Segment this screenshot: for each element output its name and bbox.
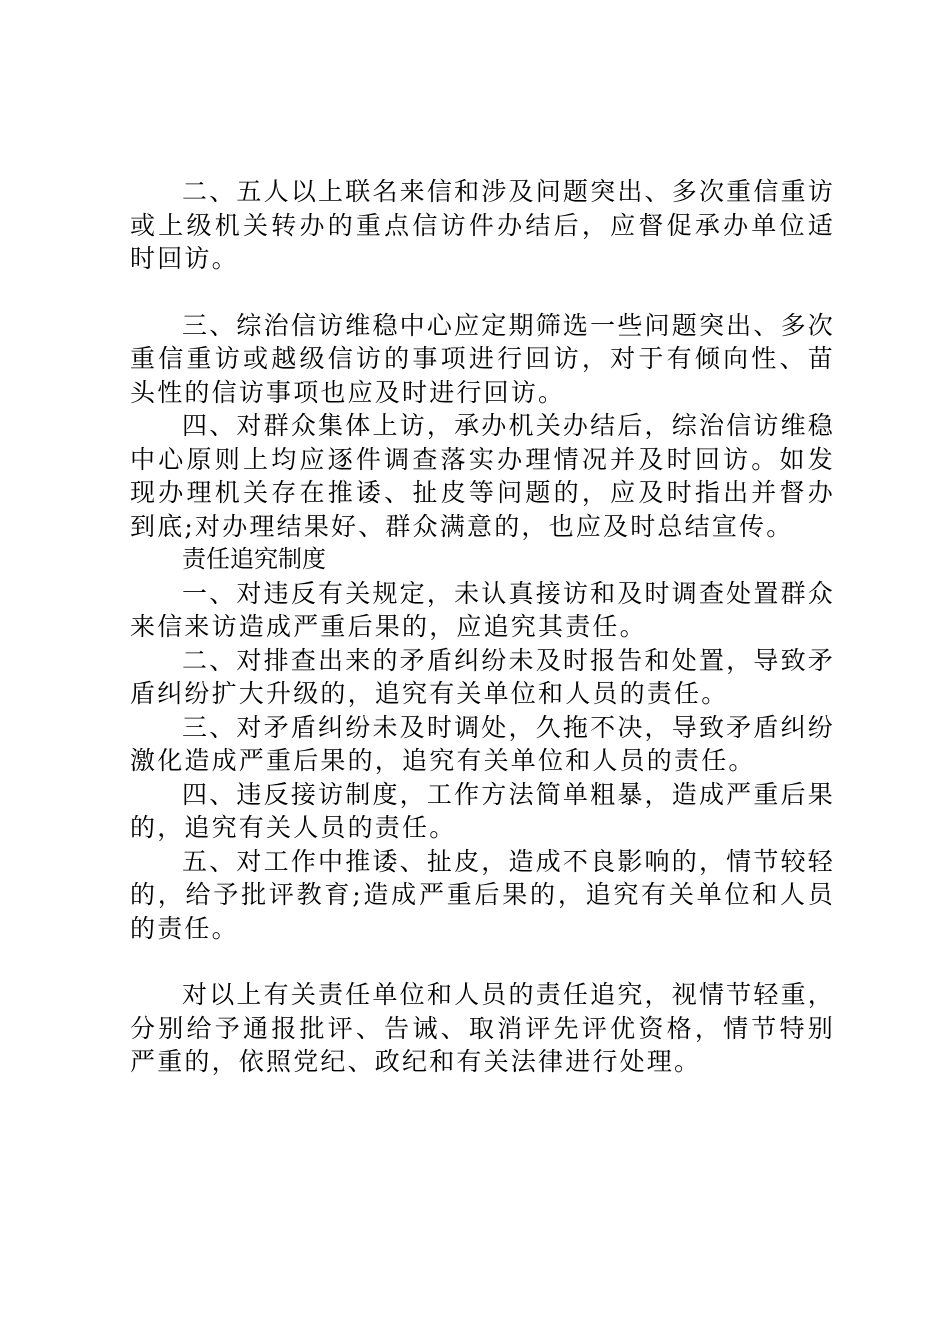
paragraph-accountability-5: 五、对工作中推诿、扯皮，造成不良影响的，情节较轻的，给予批评教育;造成严重后果的，追究有关单位和人员的责任。 <box>130 846 835 943</box>
paragraph-accountability-summary: 对以上有关责任单位和人员的责任追究，视情节轻重，分别给予通报批评、告诫、取消评先评优资格，情节特别严重的，依照党纪、政纪和有关法律进行处理。 <box>130 980 835 1076</box>
document-body <box>130 175 835 1079</box>
paragraph-accountability-3: 三、对矛盾纠纷未及时调处，久拖不决，导致矛盾纠纷激化造成严重后果的，追究有关单位和人员的责任。 <box>130 712 835 775</box>
paragraph-return-visit-2: 二、五人以上联名来信和涉及问题突出、多次重信重访或上级机关转办的重点信访件办结后，应督促承办单位适时回访。 <box>130 177 835 273</box>
section-heading-accountability: 责任追究制度 <box>182 545 326 573</box>
paragraph-return-visit-4: 四、对群众集体上访，承办机关办结后，综治信访维稳中心原则上均应逐件调查落实办理情况并及时回访。如发现办理机关存在推诿、扯皮等问题的，应及时指出并督办到底;对办理结果好、群众满意的，也应及时总结宣传。 <box>130 411 835 541</box>
paragraph-accountability-4: 四、违反接访制度，工作方法简单粗暴，造成严重后果的，追究有关人员的责任。 <box>130 779 835 842</box>
paragraph-accountability-2: 二、对排查出来的矛盾纠纷未及时报告和处置，导致矛盾纠纷扩大升级的，追究有关单位和人员的责任。 <box>130 645 835 708</box>
paragraph-return-visit-3: 三、综治信访维稳中心应定期筛选一些问题突出、多次重信重访或越级信访的事项进行回访，对于有倾向性、苗头性的信访事项也应及时进行回访。 <box>130 310 835 407</box>
paragraph-accountability-1: 一、对违反有关规定，未认真接访和及时调查处置群众来信来访造成严重后果的，应追究其责任。 <box>130 578 835 641</box>
